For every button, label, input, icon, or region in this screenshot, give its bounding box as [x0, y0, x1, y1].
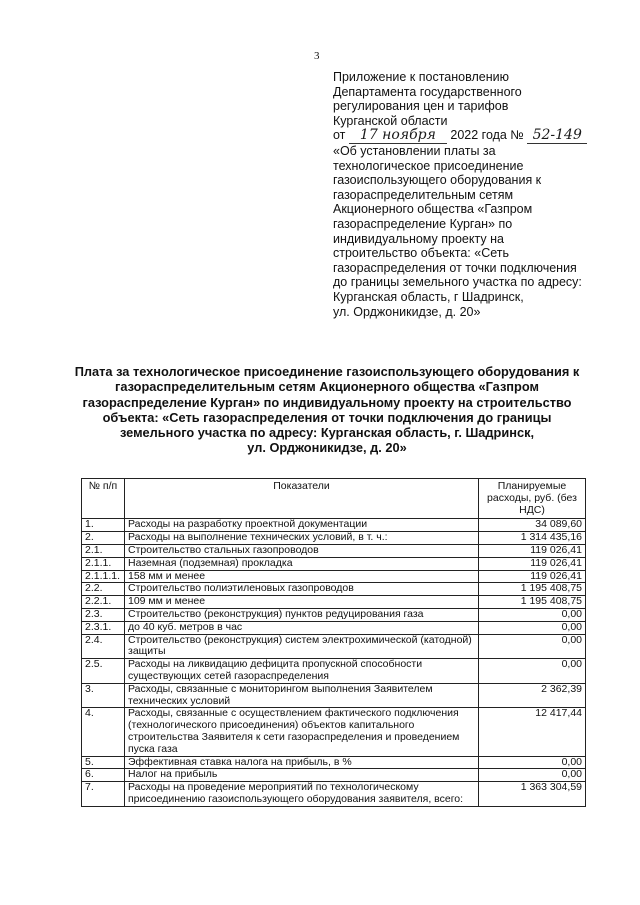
row-value: 1 363 304,59: [479, 782, 586, 807]
subject-line: строительство объекта: «Сеть: [333, 246, 509, 261]
row-num: 2.3.1.: [82, 621, 125, 634]
title-line: газораспределение Курган» по индивидуальному проекту на строительство: [82, 394, 572, 410]
row-value: 2 362,39: [479, 683, 586, 708]
table-row: [82, 769, 586, 782]
subject-line: ул. Орджоникидзе, д. 20»: [333, 304, 481, 319]
row-name: Эффективная ставка налога на прибыль, в %: [125, 756, 479, 769]
subject-line: газораспределения от точки подключения: [333, 260, 577, 275]
table-row: [82, 659, 586, 684]
appendix-line: Департамента государственного: [333, 84, 522, 99]
row-value: 0,00: [479, 621, 586, 634]
row-name: до 40 куб. метров в час: [125, 621, 479, 634]
row-value: 0,00: [479, 769, 586, 782]
title-line: земельного участка по адресу: Курганская область, г. Шадринск,: [119, 425, 535, 441]
row-num: 3.: [82, 683, 125, 708]
subject-line: Курганская область, г Шадринск,: [333, 289, 524, 304]
table-row: [82, 557, 586, 570]
row-num: 2.1.: [82, 544, 125, 557]
table-row: [82, 756, 586, 769]
title-line: газораспределительным сетям Акционерного общества «Газпром: [115, 379, 539, 395]
row-name: Строительство стальных газопроводов: [125, 544, 479, 557]
table-row: [82, 596, 586, 609]
handwritten-date: 17 ноября: [349, 128, 447, 144]
table-row: [82, 519, 586, 532]
page-number: 3: [314, 50, 320, 62]
row-name: Расходы, связанные с осуществлением фактического подключения (технологического присоединения) объектов капитального строительства Заявителя к сети газораспределения и проведением пуска газа: [125, 708, 479, 756]
header-name: Показатели: [125, 479, 479, 519]
appendix-line: Приложение к постановлению: [333, 70, 509, 84]
subject-line: «Об установлении платы за: [333, 143, 496, 158]
table-row: [82, 532, 586, 545]
subject-line: газораспределительным сетям: [333, 187, 514, 202]
costs-table: [81, 478, 586, 807]
row-num: 5.: [82, 756, 125, 769]
row-num: 2.4.: [82, 634, 125, 659]
row-name: Налог на прибыль: [125, 769, 479, 782]
row-num: 4.: [82, 708, 125, 756]
table-row: [82, 683, 586, 708]
title-line: Плата за технологическое присоединение газоиспользующего оборудования к: [74, 364, 580, 379]
row-value: 1 195 408,75: [479, 596, 586, 609]
row-name: 109 мм и менее: [125, 596, 479, 609]
row-value: 0,00: [479, 659, 586, 684]
subject-line: индивидуальному проекту на: [333, 231, 504, 246]
handwritten-number: 52-149: [527, 128, 587, 144]
row-name: 158 мм и менее: [125, 570, 479, 583]
row-name: Строительство (реконструкция) пунктов редуцирования газа: [125, 608, 479, 621]
row-num: 2.2.: [82, 583, 125, 596]
table-row: [82, 708, 586, 756]
row-value: 34 089,60: [479, 519, 586, 532]
appendix-line: регулирования цен и тарифов: [333, 99, 509, 114]
table-row: [82, 634, 586, 659]
row-name: Расходы на выполнение технических условий, в т. ч.:: [125, 532, 479, 545]
row-name: Расходы на ликвидацию дефицита пропускной способности существующих сетей газораспределения: [125, 659, 479, 684]
header-value: Планируемые расходы, руб. (без НДС): [479, 479, 586, 519]
date-prefix: от: [333, 128, 346, 143]
row-name: Строительство полиэтиленовых газопроводов: [125, 583, 479, 596]
row-num: 2.1.1.: [82, 557, 125, 570]
appendix-block: [333, 70, 595, 319]
table-row: [82, 621, 586, 634]
row-num: 7.: [82, 782, 125, 807]
row-name: Расходы, связанные с мониторингом выполнения Заявителем технических условий: [125, 683, 479, 708]
row-name: Наземная (подземная) прокладка: [125, 557, 479, 570]
row-num: 6.: [82, 769, 125, 782]
date-line: [333, 128, 595, 144]
subject-line: газоиспользующего оборудования к: [333, 173, 542, 188]
row-value: 119 026,41: [479, 570, 586, 583]
title-line: ул. Орджоникидзе, д. 20»: [247, 440, 407, 456]
row-num: 2.2.1.: [82, 596, 125, 609]
header-num: № п/п: [82, 479, 125, 519]
row-num: 2.1.1.1.: [82, 570, 125, 583]
row-value: 1 314 435,16: [479, 532, 586, 545]
table-row: [82, 608, 586, 621]
title-line: объекта: «Сеть газораспределения от точки подключения до границы: [102, 409, 552, 425]
subject-line: газораспределение Курган» по: [333, 216, 513, 231]
row-num: 2.5.: [82, 659, 125, 684]
row-value: 119 026,41: [479, 557, 586, 570]
subject-line: технологическое присоединение: [333, 158, 524, 173]
row-value: 0,00: [479, 608, 586, 621]
row-name: Расходы на разработку проектной документации: [125, 519, 479, 532]
row-value: 0,00: [479, 756, 586, 769]
row-value: 0,00: [479, 634, 586, 659]
table-row: [82, 570, 586, 583]
table-row: [82, 544, 586, 557]
row-num: 2.: [82, 532, 125, 545]
row-value: 1 195 408,75: [479, 583, 586, 596]
subject-line: до границы земельного участка по адресу:: [333, 275, 582, 290]
table-header-row: [82, 479, 586, 519]
table-row: [82, 782, 586, 807]
row-value: 12 417,44: [479, 708, 586, 756]
row-name: Строительство (реконструкция) систем электрохимической (катодной) защиты: [125, 634, 479, 659]
subject-line: Акционерного общества «Газпром: [333, 202, 533, 217]
row-num: 1.: [82, 519, 125, 532]
document-title: [62, 364, 592, 456]
row-num: 2.3.: [82, 608, 125, 621]
table-row: [82, 583, 586, 596]
row-name: Расходы на проведение мероприятий по технологическому присоединению газоиспользующего оборудования заявителя, всего:: [125, 782, 479, 807]
row-value: 119 026,41: [479, 544, 586, 557]
appendix-line: Курганской области: [333, 113, 448, 128]
year-text: 2022 года №: [450, 128, 524, 143]
